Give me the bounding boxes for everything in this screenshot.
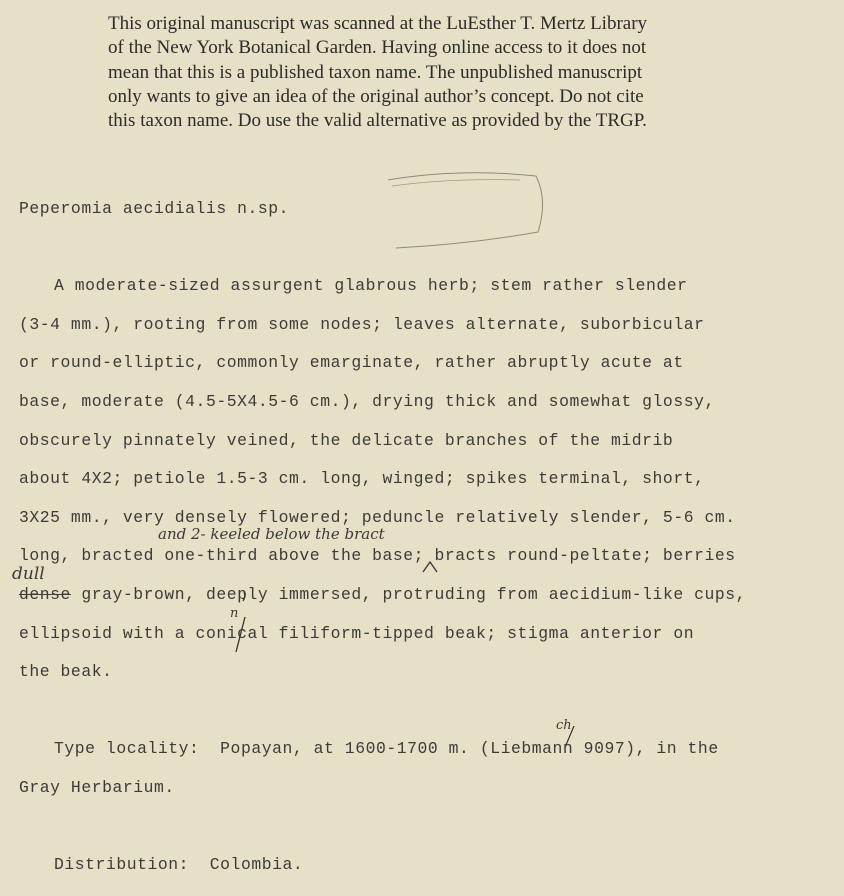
description-line: long, bracted one-third above the base; bracts round-peltate; berries bbox=[19, 546, 736, 565]
notice-line: of the New York Botanical Garden. Having online access to it does not bbox=[108, 37, 647, 59]
notice-line: this taxon name. Do use the valid alternative as provided by the TRGP. bbox=[108, 110, 647, 132]
notice-line: mean that this is a published taxon name. The unpublished manuscript bbox=[108, 61, 643, 83]
struck-word: dense bbox=[19, 585, 71, 604]
description-line: the beak. bbox=[19, 662, 113, 681]
description-line: obscurely pinnately veined, the delicate branches of the midrib bbox=[19, 431, 674, 450]
type-locality: Type locality: Popayan, at 1600-1700 m. (Liebmann 9097), in the bbox=[54, 739, 719, 758]
description-line: A moderate-sized assurgent glabrous herb; stem rather slender bbox=[54, 276, 688, 295]
description-line: ellipsoid with a conical filiform-tipped beak; stigma anterior on bbox=[19, 624, 695, 643]
description-line: about 4X2; petiole 1.5-3 cm. long, winged; spikes terminal, short, bbox=[19, 469, 705, 488]
type-locality-continued: Gray Herbarium. bbox=[19, 778, 175, 797]
description-line: (3-4 mm.), rooting from some nodes; leaves alternate, suborbicular bbox=[19, 315, 705, 334]
handwritten-replacement: dull bbox=[12, 564, 45, 584]
handwritten-insertion: and 2- keeled below the bract bbox=[158, 525, 385, 543]
notice-line: only wants to give an idea of the original author’s concept. Do not cite bbox=[108, 85, 644, 107]
distribution: Distribution: Colombia. bbox=[54, 855, 304, 874]
species-title: Peperomia aecidialis n.sp. bbox=[19, 199, 290, 218]
description-line: base, moderate (4.5-5X4.5-6 cm.), drying thick and somewhat glossy, bbox=[19, 392, 715, 411]
description-line bbox=[19, 585, 746, 604]
description-line: 3X25 mm., very densely flowered; peduncle relatively slender, 5-6 cm. bbox=[19, 508, 736, 527]
handwritten-letter: n bbox=[230, 606, 239, 621]
description-line: or round-elliptic, commonly emarginate, rather abruptly acute at bbox=[19, 353, 684, 372]
handwritten-correction: ch bbox=[556, 718, 572, 733]
notice-line: This original manuscript was scanned at the LuEsther T. Mertz Library bbox=[108, 13, 648, 34]
line-rest: gray-brown, deeply immersed, protruding from aecidium-like cups, bbox=[81, 585, 747, 604]
library-notice bbox=[108, 12, 748, 133]
